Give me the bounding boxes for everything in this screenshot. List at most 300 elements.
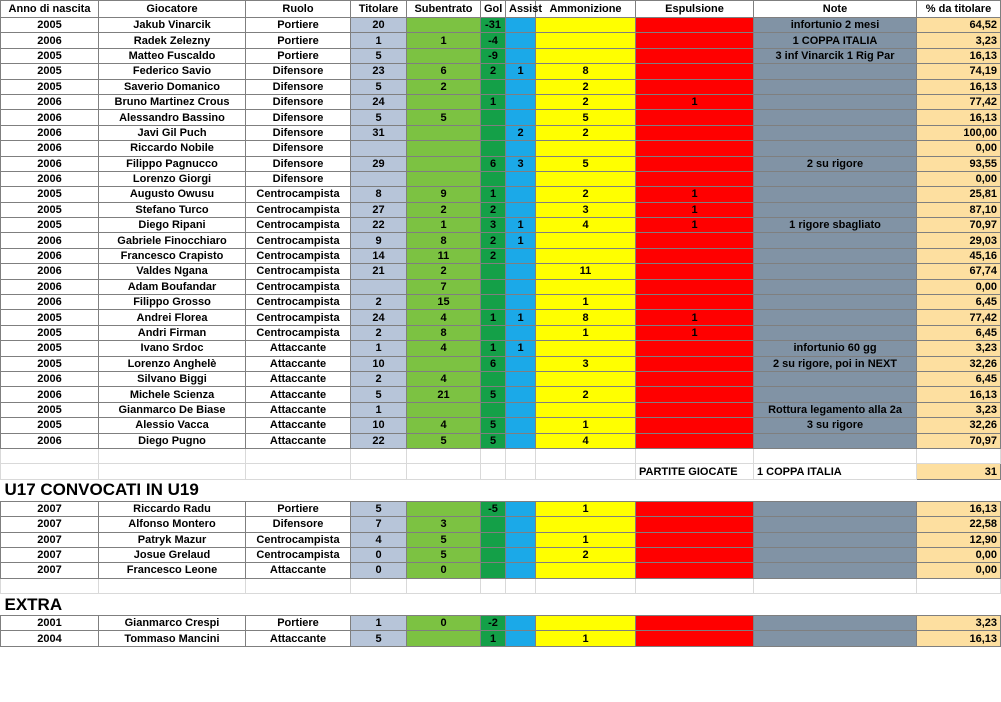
role-cell[interactable]: Attaccante bbox=[246, 341, 351, 356]
birth-year-cell[interactable]: 2005 bbox=[1, 341, 99, 356]
assists-cell[interactable] bbox=[506, 279, 536, 294]
assists-cell[interactable] bbox=[506, 18, 536, 33]
birth-year-cell[interactable]: 2006 bbox=[1, 110, 99, 125]
yellow-cards-cell[interactable]: 8 bbox=[536, 64, 636, 79]
red-cards-cell[interactable] bbox=[636, 387, 754, 402]
starter-cell[interactable]: 1 bbox=[351, 33, 407, 48]
birth-year-cell[interactable]: 2006 bbox=[1, 371, 99, 386]
yellow-cards-cell[interactable]: 5 bbox=[536, 156, 636, 171]
goals-cell[interactable] bbox=[481, 125, 506, 140]
substitute-cell[interactable] bbox=[407, 125, 481, 140]
player-name-cell[interactable]: Augusto Owusu bbox=[99, 187, 246, 202]
notes-cell[interactable]: infortunio 60 gg bbox=[754, 341, 917, 356]
notes-cell[interactable] bbox=[754, 387, 917, 402]
starter-cell[interactable]: 24 bbox=[351, 310, 407, 325]
player-name-cell[interactable]: Gianmarco Crespi bbox=[99, 616, 246, 631]
player-name-cell[interactable]: Bruno Martinez Crous bbox=[99, 94, 246, 109]
birth-year-cell[interactable]: 2005 bbox=[1, 325, 99, 340]
red-cards-cell[interactable] bbox=[636, 79, 754, 94]
player-name-cell[interactable]: Tommaso Mancini bbox=[99, 631, 246, 646]
assists-cell[interactable] bbox=[506, 563, 536, 578]
red-cards-cell[interactable] bbox=[636, 248, 754, 263]
birth-year-cell[interactable]: 2006 bbox=[1, 171, 99, 186]
assists-cell[interactable] bbox=[506, 631, 536, 646]
empty-cell[interactable] bbox=[246, 464, 351, 479]
assists-cell[interactable]: 1 bbox=[506, 310, 536, 325]
player-name-cell[interactable]: Ivano Srdoc bbox=[99, 341, 246, 356]
goals-cell[interactable]: 2 bbox=[481, 248, 506, 263]
substitute-cell[interactable] bbox=[407, 402, 481, 417]
yellow-cards-cell[interactable] bbox=[536, 402, 636, 417]
player-name-cell[interactable]: Gianmarco De Biase bbox=[99, 402, 246, 417]
substitute-cell[interactable]: 5 bbox=[407, 433, 481, 448]
empty-cell[interactable] bbox=[407, 578, 481, 593]
yellow-cards-cell[interactable]: 2 bbox=[536, 125, 636, 140]
notes-cell[interactable]: 1 rigore sbagliato bbox=[754, 218, 917, 233]
yellow-cards-cell[interactable]: 1 bbox=[536, 532, 636, 547]
substitute-cell[interactable]: 7 bbox=[407, 279, 481, 294]
empty-cell[interactable] bbox=[407, 464, 481, 479]
yellow-cards-cell[interactable] bbox=[536, 171, 636, 186]
goals-cell[interactable] bbox=[481, 402, 506, 417]
starter-cell[interactable]: 29 bbox=[351, 156, 407, 171]
red-cards-cell[interactable] bbox=[636, 616, 754, 631]
yellow-cards-cell[interactable]: 1 bbox=[536, 631, 636, 646]
empty-cell[interactable] bbox=[99, 464, 246, 479]
yellow-cards-cell[interactable]: 4 bbox=[536, 218, 636, 233]
player-name-cell[interactable]: Stefano Turco bbox=[99, 202, 246, 217]
goals-cell[interactable] bbox=[481, 517, 506, 532]
yellow-cards-cell[interactable] bbox=[536, 233, 636, 248]
starter-cell[interactable]: 2 bbox=[351, 295, 407, 310]
substitute-cell[interactable] bbox=[407, 156, 481, 171]
red-cards-cell[interactable]: 1 bbox=[636, 325, 754, 340]
goals-cell[interactable] bbox=[481, 325, 506, 340]
substitute-cell[interactable]: 8 bbox=[407, 325, 481, 340]
role-cell[interactable]: Portiere bbox=[246, 616, 351, 631]
substitute-cell[interactable]: 5 bbox=[407, 110, 481, 125]
empty-cell[interactable] bbox=[917, 578, 1001, 593]
starter-percentage-cell[interactable]: 29,03 bbox=[917, 233, 1001, 248]
substitute-cell[interactable]: 6 bbox=[407, 64, 481, 79]
goals-cell[interactable]: -4 bbox=[481, 33, 506, 48]
yellow-cards-cell[interactable] bbox=[536, 141, 636, 156]
birth-year-cell[interactable]: 2005 bbox=[1, 79, 99, 94]
red-cards-cell[interactable] bbox=[636, 110, 754, 125]
red-cards-cell[interactable] bbox=[636, 402, 754, 417]
assists-cell[interactable] bbox=[506, 547, 536, 562]
assists-cell[interactable] bbox=[506, 110, 536, 125]
empty-cell[interactable] bbox=[246, 578, 351, 593]
assists-cell[interactable] bbox=[506, 418, 536, 433]
starter-percentage-cell[interactable]: 16,13 bbox=[917, 387, 1001, 402]
column-header[interactable]: Assist bbox=[506, 1, 536, 18]
role-cell[interactable]: Difensore bbox=[246, 110, 351, 125]
player-name-cell[interactable]: Andrei Florea bbox=[99, 310, 246, 325]
goals-cell[interactable]: 6 bbox=[481, 356, 506, 371]
notes-cell[interactable] bbox=[754, 202, 917, 217]
goals-cell[interactable]: 1 bbox=[481, 94, 506, 109]
goals-cell[interactable]: 1 bbox=[481, 341, 506, 356]
starter-percentage-cell[interactable]: 0,00 bbox=[917, 279, 1001, 294]
empty-cell[interactable] bbox=[636, 448, 754, 463]
red-cards-cell[interactable] bbox=[636, 33, 754, 48]
empty-cell[interactable] bbox=[917, 448, 1001, 463]
role-cell[interactable]: Centrocampista bbox=[246, 325, 351, 340]
player-name-cell[interactable]: Filippo Pagnucco bbox=[99, 156, 246, 171]
summary-label[interactable]: PARTITE GIOCATE bbox=[636, 464, 754, 479]
birth-year-cell[interactable]: 2004 bbox=[1, 631, 99, 646]
player-name-cell[interactable]: Riccardo Radu bbox=[99, 501, 246, 516]
column-header[interactable]: Espulsione bbox=[636, 1, 754, 18]
yellow-cards-cell[interactable]: 8 bbox=[536, 310, 636, 325]
starter-percentage-cell[interactable]: 0,00 bbox=[917, 171, 1001, 186]
starter-percentage-cell[interactable]: 93,55 bbox=[917, 156, 1001, 171]
red-cards-cell[interactable]: 1 bbox=[636, 187, 754, 202]
birth-year-cell[interactable]: 2007 bbox=[1, 563, 99, 578]
goals-cell[interactable]: 6 bbox=[481, 156, 506, 171]
starter-cell[interactable]: 7 bbox=[351, 517, 407, 532]
goals-cell[interactable] bbox=[481, 110, 506, 125]
red-cards-cell[interactable] bbox=[636, 171, 754, 186]
starter-percentage-cell[interactable]: 64,52 bbox=[917, 18, 1001, 33]
empty-cell[interactable] bbox=[636, 578, 754, 593]
notes-cell[interactable]: 3 su rigore bbox=[754, 418, 917, 433]
substitute-cell[interactable] bbox=[407, 631, 481, 646]
role-cell[interactable]: Attaccante bbox=[246, 402, 351, 417]
empty-cell[interactable] bbox=[754, 578, 917, 593]
column-header[interactable]: Note bbox=[754, 1, 917, 18]
role-cell[interactable]: Portiere bbox=[246, 33, 351, 48]
player-name-cell[interactable]: Gabriele Finocchiaro bbox=[99, 233, 246, 248]
goals-cell[interactable] bbox=[481, 171, 506, 186]
substitute-cell[interactable]: 1 bbox=[407, 33, 481, 48]
column-header[interactable]: Gol bbox=[481, 1, 506, 18]
notes-cell[interactable] bbox=[754, 433, 917, 448]
role-cell[interactable]: Centrocampista bbox=[246, 264, 351, 279]
player-name-cell[interactable]: Francesco Leone bbox=[99, 563, 246, 578]
empty-cell[interactable] bbox=[481, 448, 506, 463]
yellow-cards-cell[interactable]: 5 bbox=[536, 110, 636, 125]
player-name-cell[interactable]: Alessandro Bassino bbox=[99, 110, 246, 125]
starter-percentage-cell[interactable]: 3,23 bbox=[917, 33, 1001, 48]
red-cards-cell[interactable] bbox=[636, 233, 754, 248]
notes-cell[interactable] bbox=[754, 371, 917, 386]
assists-cell[interactable] bbox=[506, 202, 536, 217]
notes-cell[interactable] bbox=[754, 64, 917, 79]
notes-cell[interactable] bbox=[754, 563, 917, 578]
red-cards-cell[interactable] bbox=[636, 631, 754, 646]
starter-percentage-cell[interactable]: 3,23 bbox=[917, 341, 1001, 356]
starter-percentage-cell[interactable]: 16,13 bbox=[917, 110, 1001, 125]
starter-percentage-cell[interactable]: 0,00 bbox=[917, 141, 1001, 156]
yellow-cards-cell[interactable]: 1 bbox=[536, 295, 636, 310]
role-cell[interactable]: Difensore bbox=[246, 125, 351, 140]
substitute-cell[interactable]: 8 bbox=[407, 233, 481, 248]
column-header[interactable]: Titolare bbox=[351, 1, 407, 18]
empty-cell[interactable] bbox=[536, 448, 636, 463]
starter-cell[interactable]: 5 bbox=[351, 110, 407, 125]
red-cards-cell[interactable] bbox=[636, 125, 754, 140]
birth-year-cell[interactable]: 2006 bbox=[1, 387, 99, 402]
starter-percentage-cell[interactable]: 100,00 bbox=[917, 125, 1001, 140]
birth-year-cell[interactable]: 2006 bbox=[1, 433, 99, 448]
empty-cell[interactable] bbox=[754, 448, 917, 463]
player-name-cell[interactable]: Federico Savio bbox=[99, 64, 246, 79]
goals-cell[interactable]: 5 bbox=[481, 433, 506, 448]
substitute-cell[interactable]: 15 bbox=[407, 295, 481, 310]
assists-cell[interactable] bbox=[506, 295, 536, 310]
goals-cell[interactable] bbox=[481, 532, 506, 547]
birth-year-cell[interactable]: 2006 bbox=[1, 156, 99, 171]
player-name-cell[interactable]: Lorenzo Giorgi bbox=[99, 171, 246, 186]
birth-year-cell[interactable]: 2007 bbox=[1, 517, 99, 532]
notes-cell[interactable] bbox=[754, 125, 917, 140]
birth-year-cell[interactable]: 2005 bbox=[1, 48, 99, 63]
starter-cell[interactable]: 0 bbox=[351, 547, 407, 562]
notes-cell[interactable] bbox=[754, 248, 917, 263]
empty-cell[interactable] bbox=[1, 448, 99, 463]
assists-cell[interactable]: 1 bbox=[506, 233, 536, 248]
starter-cell[interactable]: 1 bbox=[351, 616, 407, 631]
role-cell[interactable]: Attaccante bbox=[246, 563, 351, 578]
empty-cell[interactable] bbox=[1, 464, 99, 479]
notes-cell[interactable]: 2 su rigore, poi in NEXT bbox=[754, 356, 917, 371]
birth-year-cell[interactable]: 2001 bbox=[1, 616, 99, 631]
starter-percentage-cell[interactable]: 70,97 bbox=[917, 433, 1001, 448]
substitute-cell[interactable] bbox=[407, 141, 481, 156]
starter-percentage-cell[interactable]: 6,45 bbox=[917, 371, 1001, 386]
substitute-cell[interactable]: 2 bbox=[407, 264, 481, 279]
substitute-cell[interactable]: 2 bbox=[407, 79, 481, 94]
assists-cell[interactable]: 1 bbox=[506, 64, 536, 79]
birth-year-cell[interactable]: 2005 bbox=[1, 64, 99, 79]
starter-percentage-cell[interactable]: 16,13 bbox=[917, 631, 1001, 646]
goals-cell[interactable]: 5 bbox=[481, 418, 506, 433]
notes-cell[interactable] bbox=[754, 616, 917, 631]
yellow-cards-cell[interactable]: 2 bbox=[536, 387, 636, 402]
yellow-cards-cell[interactable]: 2 bbox=[536, 547, 636, 562]
empty-cell[interactable] bbox=[351, 464, 407, 479]
starter-cell[interactable]: 2 bbox=[351, 325, 407, 340]
substitute-cell[interactable] bbox=[407, 501, 481, 516]
red-cards-cell[interactable] bbox=[636, 356, 754, 371]
birth-year-cell[interactable]: 2005 bbox=[1, 187, 99, 202]
notes-cell[interactable] bbox=[754, 233, 917, 248]
birth-year-cell[interactable]: 2005 bbox=[1, 402, 99, 417]
role-cell[interactable]: Attaccante bbox=[246, 418, 351, 433]
assists-cell[interactable] bbox=[506, 433, 536, 448]
substitute-cell[interactable]: 11 bbox=[407, 248, 481, 263]
yellow-cards-cell[interactable]: 11 bbox=[536, 264, 636, 279]
red-cards-cell[interactable]: 1 bbox=[636, 94, 754, 109]
starter-cell[interactable]: 20 bbox=[351, 18, 407, 33]
yellow-cards-cell[interactable] bbox=[536, 48, 636, 63]
notes-cell[interactable] bbox=[754, 310, 917, 325]
player-name-cell[interactable]: Diego Pugno bbox=[99, 433, 246, 448]
notes-cell[interactable] bbox=[754, 631, 917, 646]
column-header[interactable]: Ammonizione bbox=[536, 1, 636, 18]
starter-cell[interactable]: 23 bbox=[351, 64, 407, 79]
yellow-cards-cell[interactable]: 2 bbox=[536, 94, 636, 109]
starter-percentage-cell[interactable]: 3,23 bbox=[917, 402, 1001, 417]
assists-cell[interactable] bbox=[506, 501, 536, 516]
red-cards-cell[interactable]: 1 bbox=[636, 310, 754, 325]
substitute-cell[interactable]: 4 bbox=[407, 341, 481, 356]
birth-year-cell[interactable]: 2005 bbox=[1, 418, 99, 433]
notes-cell[interactable] bbox=[754, 547, 917, 562]
starter-percentage-cell[interactable]: 77,42 bbox=[917, 310, 1001, 325]
yellow-cards-cell[interactable]: 2 bbox=[536, 187, 636, 202]
substitute-cell[interactable]: 2 bbox=[407, 202, 481, 217]
assists-cell[interactable] bbox=[506, 387, 536, 402]
empty-cell[interactable] bbox=[99, 578, 246, 593]
starter-cell[interactable]: 5 bbox=[351, 79, 407, 94]
player-name-cell[interactable]: Saverio Domanico bbox=[99, 79, 246, 94]
starter-cell[interactable] bbox=[351, 279, 407, 294]
player-name-cell[interactable]: Michele Scienza bbox=[99, 387, 246, 402]
assists-cell[interactable] bbox=[506, 402, 536, 417]
red-cards-cell[interactable] bbox=[636, 371, 754, 386]
red-cards-cell[interactable] bbox=[636, 418, 754, 433]
birth-year-cell[interactable]: 2006 bbox=[1, 125, 99, 140]
notes-cell[interactable] bbox=[754, 171, 917, 186]
starter-percentage-cell[interactable]: 22,58 bbox=[917, 517, 1001, 532]
starter-percentage-cell[interactable]: 70,97 bbox=[917, 218, 1001, 233]
empty-cell[interactable] bbox=[536, 578, 636, 593]
birth-year-cell[interactable]: 2007 bbox=[1, 501, 99, 516]
assists-cell[interactable] bbox=[506, 171, 536, 186]
role-cell[interactable]: Attaccante bbox=[246, 433, 351, 448]
substitute-cell[interactable]: 4 bbox=[407, 310, 481, 325]
notes-cell[interactable]: 1 COPPA ITALIA bbox=[754, 33, 917, 48]
player-name-cell[interactable]: Silvano Biggi bbox=[99, 371, 246, 386]
substitute-cell[interactable]: 0 bbox=[407, 563, 481, 578]
substitute-cell[interactable]: 9 bbox=[407, 187, 481, 202]
starter-percentage-cell[interactable]: 12,90 bbox=[917, 532, 1001, 547]
player-name-cell[interactable]: Patryk Mazur bbox=[99, 532, 246, 547]
assists-cell[interactable]: 1 bbox=[506, 218, 536, 233]
empty-cell[interactable] bbox=[351, 578, 407, 593]
starter-cell[interactable]: 5 bbox=[351, 631, 407, 646]
goals-cell[interactable] bbox=[481, 279, 506, 294]
empty-cell[interactable] bbox=[407, 448, 481, 463]
starter-cell[interactable]: 5 bbox=[351, 48, 407, 63]
assists-cell[interactable] bbox=[506, 248, 536, 263]
player-name-cell[interactable]: Josue Grelaud bbox=[99, 547, 246, 562]
birth-year-cell[interactable]: 2006 bbox=[1, 233, 99, 248]
role-cell[interactable]: Difensore bbox=[246, 64, 351, 79]
starter-cell[interactable]: 22 bbox=[351, 218, 407, 233]
starter-percentage-cell[interactable]: 6,45 bbox=[917, 295, 1001, 310]
role-cell[interactable]: Centrocampista bbox=[246, 310, 351, 325]
birth-year-cell[interactable]: 2006 bbox=[1, 33, 99, 48]
goals-cell[interactable] bbox=[481, 141, 506, 156]
role-cell[interactable]: Difensore bbox=[246, 141, 351, 156]
starter-cell[interactable]: 24 bbox=[351, 94, 407, 109]
birth-year-cell[interactable]: 2005 bbox=[1, 310, 99, 325]
starter-cell[interactable]: 4 bbox=[351, 532, 407, 547]
role-cell[interactable]: Difensore bbox=[246, 156, 351, 171]
empty-cell[interactable] bbox=[99, 448, 246, 463]
starter-percentage-cell[interactable]: 74,19 bbox=[917, 64, 1001, 79]
empty-cell[interactable] bbox=[481, 464, 506, 479]
starter-cell[interactable]: 0 bbox=[351, 563, 407, 578]
role-cell[interactable]: Attaccante bbox=[246, 631, 351, 646]
player-name-cell[interactable]: Riccardo Nobile bbox=[99, 141, 246, 156]
yellow-cards-cell[interactable]: 1 bbox=[536, 325, 636, 340]
summary-note[interactable]: 1 COPPA ITALIA bbox=[754, 464, 917, 479]
empty-cell[interactable] bbox=[351, 448, 407, 463]
substitute-cell[interactable] bbox=[407, 171, 481, 186]
role-cell[interactable]: Centrocampista bbox=[246, 295, 351, 310]
player-name-cell[interactable]: Andri Firman bbox=[99, 325, 246, 340]
notes-cell[interactable] bbox=[754, 295, 917, 310]
yellow-cards-cell[interactable]: 4 bbox=[536, 433, 636, 448]
yellow-cards-cell[interactable]: 3 bbox=[536, 202, 636, 217]
starter-percentage-cell[interactable]: 32,26 bbox=[917, 418, 1001, 433]
assists-cell[interactable] bbox=[506, 371, 536, 386]
goals-cell[interactable] bbox=[481, 295, 506, 310]
red-cards-cell[interactable]: 1 bbox=[636, 202, 754, 217]
role-cell[interactable]: Centrocampista bbox=[246, 547, 351, 562]
starter-percentage-cell[interactable]: 67,74 bbox=[917, 264, 1001, 279]
starter-cell[interactable]: 31 bbox=[351, 125, 407, 140]
empty-cell[interactable] bbox=[536, 464, 636, 479]
yellow-cards-cell[interactable]: 2 bbox=[536, 79, 636, 94]
role-cell[interactable]: Centrocampista bbox=[246, 532, 351, 547]
notes-cell[interactable] bbox=[754, 501, 917, 516]
starter-cell[interactable]: 14 bbox=[351, 248, 407, 263]
player-name-cell[interactable]: Adam Boufandar bbox=[99, 279, 246, 294]
notes-cell[interactable] bbox=[754, 325, 917, 340]
starter-cell[interactable]: 8 bbox=[351, 187, 407, 202]
assists-cell[interactable] bbox=[506, 187, 536, 202]
goals-cell[interactable] bbox=[481, 79, 506, 94]
substitute-cell[interactable]: 5 bbox=[407, 547, 481, 562]
role-cell[interactable]: Centrocampista bbox=[246, 233, 351, 248]
yellow-cards-cell[interactable] bbox=[536, 517, 636, 532]
substitute-cell[interactable] bbox=[407, 94, 481, 109]
assists-cell[interactable]: 3 bbox=[506, 156, 536, 171]
starter-percentage-cell[interactable]: 16,13 bbox=[917, 79, 1001, 94]
goals-cell[interactable] bbox=[481, 547, 506, 562]
red-cards-cell[interactable] bbox=[636, 547, 754, 562]
red-cards-cell[interactable]: 1 bbox=[636, 218, 754, 233]
player-name-cell[interactable]: Diego Ripani bbox=[99, 218, 246, 233]
substitute-cell[interactable] bbox=[407, 356, 481, 371]
yellow-cards-cell[interactable]: 3 bbox=[536, 356, 636, 371]
starter-percentage-cell[interactable]: 25,81 bbox=[917, 187, 1001, 202]
birth-year-cell[interactable]: 2006 bbox=[1, 264, 99, 279]
goals-cell[interactable]: 2 bbox=[481, 202, 506, 217]
red-cards-cell[interactable] bbox=[636, 141, 754, 156]
player-name-cell[interactable]: Jakub Vinarcik bbox=[99, 18, 246, 33]
starter-cell[interactable]: 21 bbox=[351, 264, 407, 279]
goals-cell[interactable] bbox=[481, 563, 506, 578]
birth-year-cell[interactable]: 2005 bbox=[1, 356, 99, 371]
substitute-cell[interactable]: 1 bbox=[407, 218, 481, 233]
goals-cell[interactable]: 1 bbox=[481, 187, 506, 202]
starter-percentage-cell[interactable]: 45,16 bbox=[917, 248, 1001, 263]
substitute-cell[interactable] bbox=[407, 18, 481, 33]
goals-cell[interactable]: 2 bbox=[481, 64, 506, 79]
starter-cell[interactable] bbox=[351, 141, 407, 156]
substitute-cell[interactable]: 0 bbox=[407, 616, 481, 631]
role-cell[interactable]: Centrocampista bbox=[246, 279, 351, 294]
substitute-cell[interactable] bbox=[407, 48, 481, 63]
role-cell[interactable]: Attaccante bbox=[246, 371, 351, 386]
